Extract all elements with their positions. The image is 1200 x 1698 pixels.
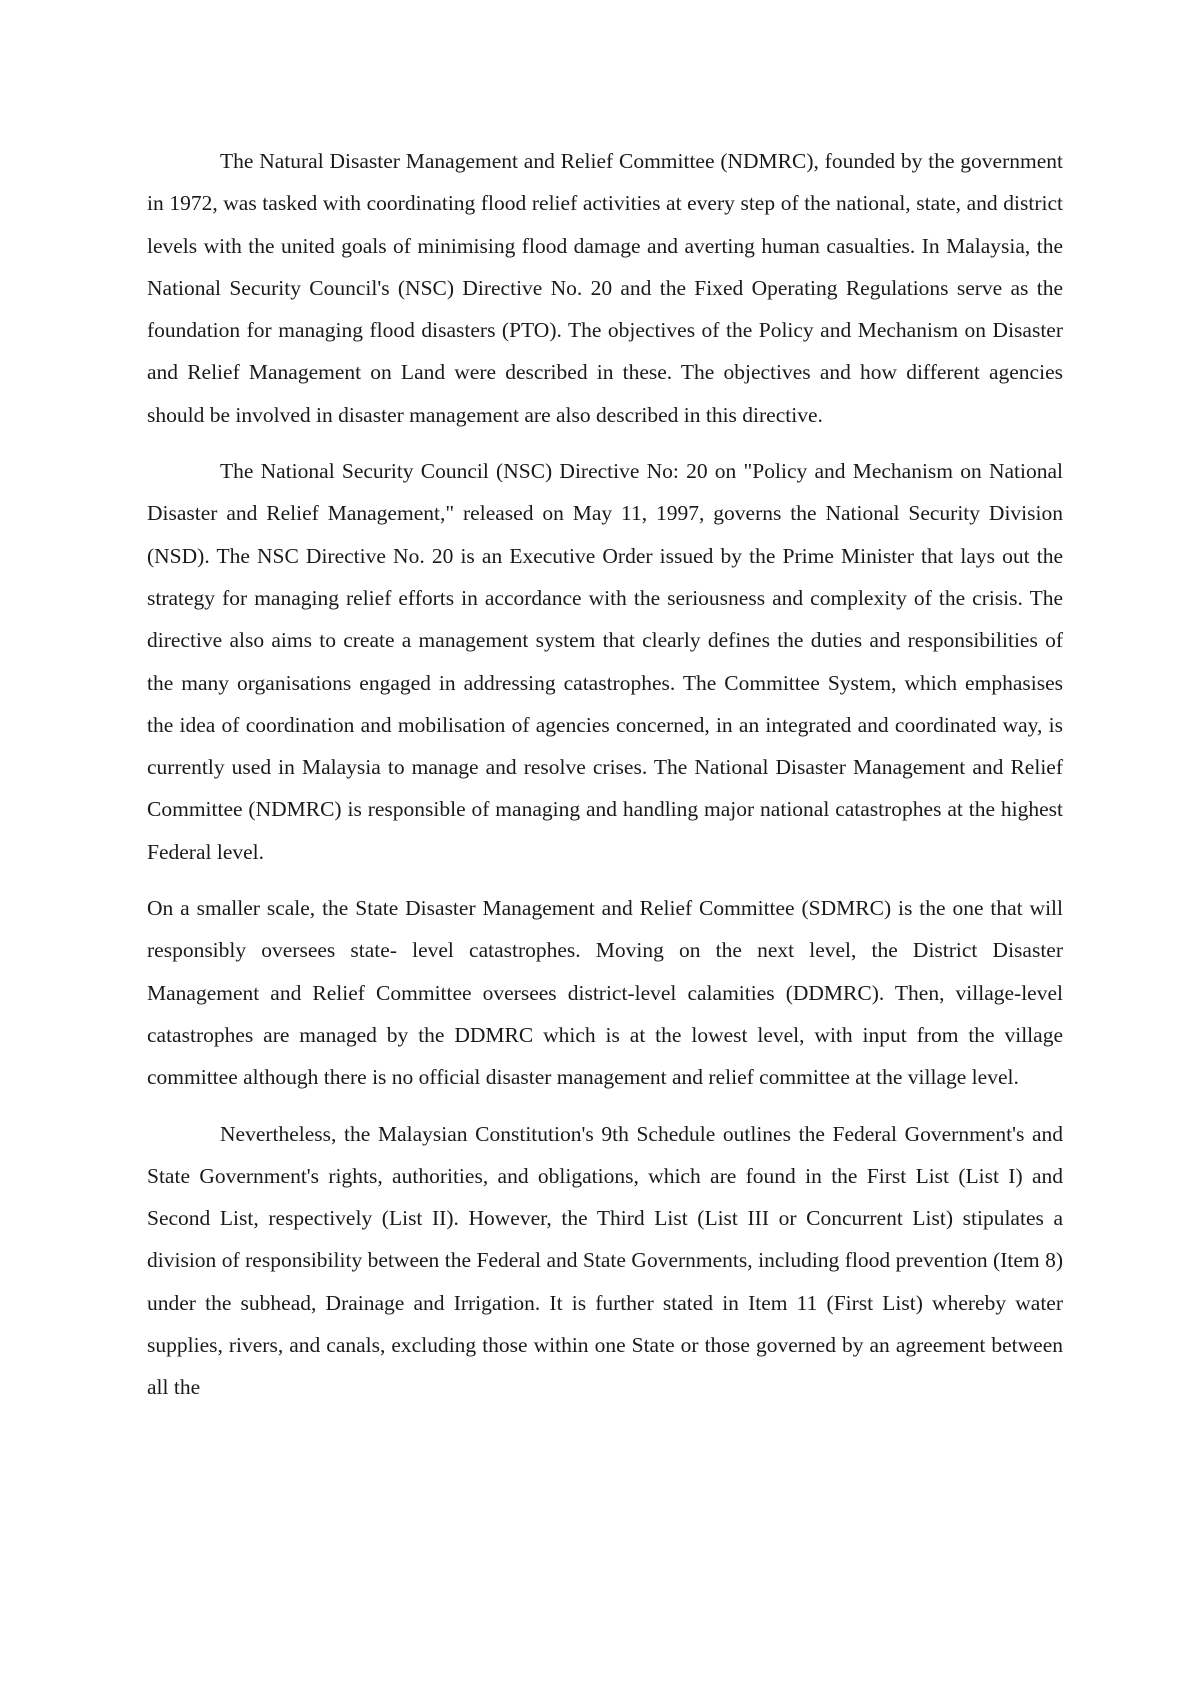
paragraph-state-district-levels: On a smaller scale, the State Disaster Management and Relief Committee (SDMRC) is the one that will responsibly oversees state- level catastrophes. Moving on the next level, the District Disaster Management and Relief Committee oversees district-level calamities (DDMRC). Then, village-level catastrophes are managed by the DDMRC which is at the lowest level, with input from the village committee although there is no official disaster management and relief committee at the village level. xyxy=(147,896,1063,1090)
document-body xyxy=(147,140,1063,1423)
paragraph-constitution-schedule: Nevertheless, the Malaysian Constitution's 9th Schedule outlines the Federal Government's and State Government's rights, authorities, and obligations, which are found in the First List (List I) and Second List, respectively (List II). However, the Third List (List III or Concurrent List) stipulates a division of responsibility between the Federal and State Governments, including flood prevention (Item 8) under the subhead, Drainage and Irrigation. It is further stated in Item 11 (First List) whereby water supplies, rivers, and canals, excluding those within one State or those governed by an agreement between all the xyxy=(147,1121,1063,1400)
paragraph-ndmrc-intro: The Natural Disaster Management and Relief Committee (NDMRC), founded by the government in 1972, was tasked with coordinating flood relief activities at every step of the national, state, and district levels with the united goals of minimising flood damage and averting human casualties. In Malaysia, the National Security Council's (NSC) Directive No. 20 and the Fixed Operating Regulations serve as the foundation for managing flood disasters (PTO). The objectives of the Policy and Mechanism on Disaster and Relief Management on Land were described in these. The objectives and how different agencies should be involved in disaster management are also described in this directive. xyxy=(147,149,1063,427)
paragraph-nsc-directive: The National Security Council (NSC) Directive No: 20 on "Policy and Mechanism on National Disaster and Relief Management," released on May 11, 1997, governs the National Security Division (NSD). The NSC Directive No. 20 is an Executive Order issued by the Prime Minister that lays out the strategy for managing relief efforts in accordance with the seriousness and complexity of the crisis. The directive also aims to create a management system that clearly defines the duties and responsibilities of the many organisations engaged in addressing catastrophes. The Committee System, which emphasises the idea of coordination and mobilisation of agencies concerned, in an integrated and coordinated way, is currently used in Malaysia to manage and resolve crises. The National Disaster Management and Relief Committee (NDMRC) is responsible of managing and handling major national catastrophes at the highest Federal level. xyxy=(147,459,1063,864)
